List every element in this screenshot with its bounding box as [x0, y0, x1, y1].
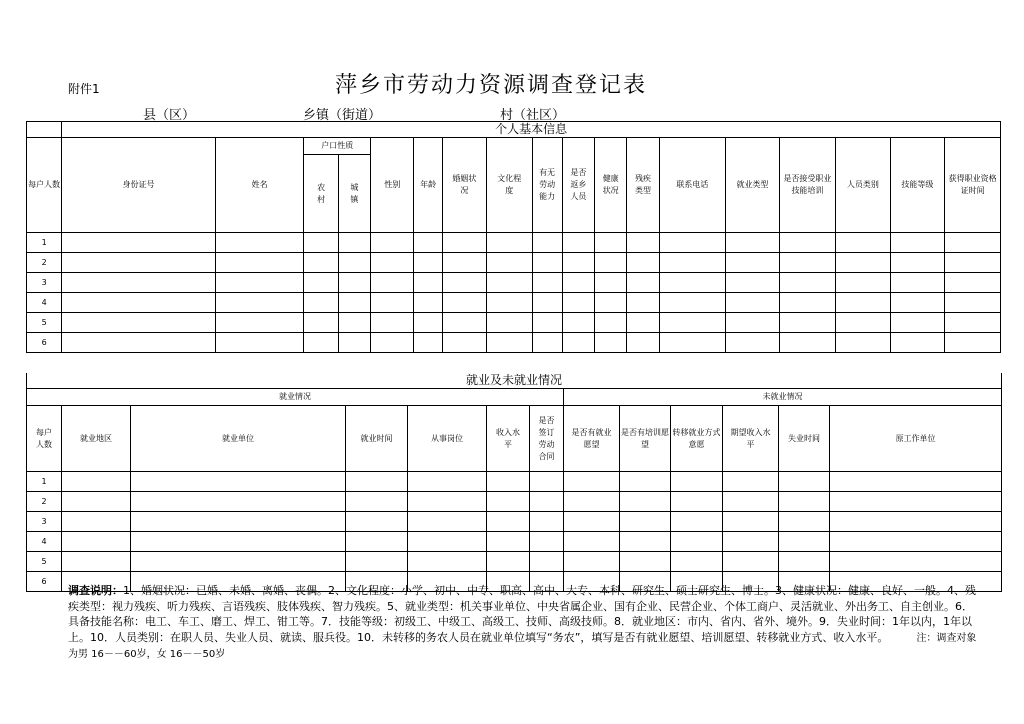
basic-cell[interactable] [442, 233, 486, 253]
employment-cell[interactable] [671, 552, 723, 572]
employment-cell[interactable] [723, 472, 779, 492]
employment-cell[interactable] [408, 472, 487, 492]
basic-cell[interactable] [659, 293, 726, 313]
col2-expected-income: 期望收入水平 [723, 406, 779, 472]
basic-cell[interactable] [836, 273, 890, 293]
basic-cell[interactable] [595, 273, 627, 293]
employment-cell[interactable] [620, 512, 671, 532]
basic-cell[interactable] [627, 293, 659, 313]
unemployed-group: 未就业情况 [564, 389, 1002, 406]
basic-cell[interactable] [371, 313, 414, 333]
col-marital: 婚姻状况 [442, 138, 486, 233]
employment-cell[interactable] [530, 532, 564, 552]
basic-cell[interactable] [945, 333, 1001, 353]
basic-cell[interactable] [414, 233, 442, 253]
col-health: 健康状况 [595, 138, 627, 233]
basic-cell[interactable] [487, 293, 532, 313]
notes-label: 调查说明： [68, 584, 123, 597]
basic-cell[interactable] [562, 253, 594, 273]
basic-info-table [26, 121, 1001, 353]
village-label: 村（社区） [500, 108, 566, 123]
basic-cell[interactable] [371, 333, 414, 353]
employment-cell[interactable] [723, 512, 779, 532]
basic-cell[interactable] [779, 293, 836, 313]
basic-cell[interactable] [487, 333, 532, 353]
attachment-label: 附件1 [68, 82, 100, 96]
employment-cell[interactable] [530, 492, 564, 512]
basic-cell[interactable] [62, 293, 215, 313]
basic-cell[interactable] [414, 313, 442, 333]
col2-training-wish: 是否有培训愿望 [620, 406, 671, 472]
employment-cell[interactable] [830, 512, 1002, 532]
basic-cell[interactable] [726, 253, 779, 273]
col-labor-ability: 有无劳动能力 [532, 138, 562, 233]
employment-cell[interactable] [487, 552, 530, 572]
basic-cell[interactable] [659, 333, 726, 353]
basic-cell[interactable] [659, 273, 726, 293]
employment-cell[interactable] [779, 492, 830, 512]
basic-cell[interactable] [779, 253, 836, 273]
basic-cell[interactable] [532, 313, 562, 333]
basic-cell[interactable] [338, 333, 370, 353]
employment-cell[interactable] [723, 552, 779, 572]
notes-text: 1、婚姻状况：已婚、未婚、离婚、丧偶。2、文化程度：小学、初中、中专、职高、高中、大专、本科、研究生、硕士研究生、博士。3、健康状况：健康、良好、一般。4、残疾类型：视力残疾、听力残疾、言语残疾、肢体残疾、智力残疾。5、就业类型：机关事业单位、中央省属企业、国有企业、民营企业、个体工商户、灵活就业、外出务工、自主创业。6．具备技能名称：电工、车工、磨工、焊工、钳工等。7．技能等级：初级工、中级工、高级工、技师、高级技师。8．就业地区：市内、省内、省外、境外。9．失业时间：1年以内，1年以上。10．人员类别：在职人员、失业人员、就读、服兵役。10．未转移的务农人员在就业单位填写“务农”，填写是否有就业愿望、培训愿望、转移就业方式、收入水平。 [68, 584, 976, 644]
employment-row-number: 1 [27, 472, 62, 492]
basic-cell[interactable] [595, 313, 627, 333]
basic-cell[interactable] [945, 313, 1001, 333]
basic-cell[interactable] [62, 333, 215, 353]
employment-cell[interactable] [346, 552, 408, 572]
form-title: 萍乡市劳动力资源调查登记表 [335, 73, 648, 98]
basic-cell[interactable] [945, 293, 1001, 313]
employment-cell[interactable] [564, 472, 620, 492]
basic-row-number: 1 [27, 233, 62, 253]
employment-cell[interactable] [131, 472, 346, 492]
basic-cell[interactable] [890, 313, 944, 333]
employment-cell[interactable] [779, 532, 830, 552]
employment-row-number: 5 [27, 552, 62, 572]
basic-cell[interactable] [532, 253, 562, 273]
county-label: 县（区） [143, 108, 196, 123]
col-employment-type: 就业类型 [726, 138, 779, 233]
basic-cell[interactable] [595, 233, 627, 253]
employment-cell[interactable] [564, 532, 620, 552]
basic-cell[interactable] [304, 253, 338, 273]
employment-cell[interactable] [131, 512, 346, 532]
basic-cell[interactable] [215, 273, 304, 293]
employment-cell[interactable] [779, 512, 830, 532]
basic-cell[interactable] [595, 293, 627, 313]
basic-cell[interactable] [890, 293, 944, 313]
basic-cell[interactable] [338, 313, 370, 333]
basic-cell[interactable] [627, 253, 659, 273]
col2-unemployed-time: 失业时间 [779, 406, 830, 472]
basic-cell[interactable] [779, 273, 836, 293]
employment-cell[interactable] [723, 532, 779, 552]
col2-post: 从事岗位 [408, 406, 487, 472]
basic-cell[interactable] [945, 233, 1001, 253]
col2-unit: 就业单位 [131, 406, 346, 472]
col-skill-level: 技能等级 [890, 138, 944, 233]
col-hukou: 户口性质 [304, 138, 371, 155]
basic-cell[interactable] [659, 253, 726, 273]
basic-row [27, 293, 1001, 313]
basic-cell[interactable] [532, 333, 562, 353]
basic-cell[interactable] [836, 233, 890, 253]
basic-cell[interactable] [215, 253, 304, 273]
basic-cell[interactable] [890, 273, 944, 293]
employment-cell[interactable] [62, 492, 131, 512]
basic-cell[interactable] [304, 273, 338, 293]
col-phone: 联系电话 [659, 138, 726, 233]
basic-cell[interactable] [562, 233, 594, 253]
employment-cell[interactable] [530, 552, 564, 572]
employment-cell[interactable] [346, 532, 408, 552]
basic-cell[interactable] [442, 253, 486, 273]
basic-row [27, 233, 1001, 253]
employment-cell[interactable] [408, 552, 487, 572]
employment-row-number: 2 [27, 492, 62, 512]
employment-cell[interactable] [620, 492, 671, 512]
basic-cell[interactable] [371, 293, 414, 313]
col-disability: 残疾类型 [627, 138, 659, 233]
col-person-category: 人员类别 [836, 138, 890, 233]
employment-cell[interactable] [830, 532, 1002, 552]
employment-row [27, 492, 1002, 512]
employment-cell[interactable] [131, 492, 346, 512]
basic-cell[interactable] [414, 333, 442, 353]
employment-cell[interactable] [408, 492, 487, 512]
employment-cell[interactable] [62, 552, 131, 572]
basic-cell[interactable] [627, 333, 659, 353]
basic-cell[interactable] [487, 253, 532, 273]
col2-area: 就业地区 [62, 406, 131, 472]
basic-cell[interactable] [304, 293, 338, 313]
notes-age-note: 注：调查对象为男 16－－60岁，女 16－－50岁 [68, 632, 977, 660]
col2-transfer-mode: 转移就业方式意愿 [671, 406, 723, 472]
employment-cell[interactable] [671, 492, 723, 512]
basic-cell[interactable] [442, 293, 486, 313]
basic-cell[interactable] [414, 273, 442, 293]
col-rural: 农村 [304, 155, 338, 233]
basic-cell[interactable] [487, 273, 532, 293]
basic-cell[interactable] [890, 253, 944, 273]
employment-row [27, 472, 1002, 492]
col-name: 姓名 [215, 138, 304, 233]
basic-cell[interactable] [659, 233, 726, 253]
basic-cell[interactable] [62, 253, 215, 273]
col2-former-unit: 原工作单位 [830, 406, 1002, 472]
employment-cell[interactable] [530, 472, 564, 492]
employment-cell[interactable] [487, 492, 530, 512]
basic-row [27, 313, 1001, 333]
col-urban: 城镇 [338, 155, 370, 233]
col2-willing: 是否有就业愿望 [564, 406, 620, 472]
basic-cell[interactable] [779, 233, 836, 253]
basic-cell[interactable] [442, 333, 486, 353]
employment-cell[interactable] [487, 512, 530, 532]
basic-cell[interactable] [62, 313, 215, 333]
basic-cell[interactable] [442, 313, 486, 333]
employment-cell[interactable] [671, 532, 723, 552]
basic-cell[interactable] [836, 313, 890, 333]
town-label: 乡镇（街道） [303, 108, 382, 123]
basic-cell[interactable] [627, 313, 659, 333]
col2-per-household: 每户人数 [27, 406, 62, 472]
basic-cell[interactable] [414, 293, 442, 313]
employment-cell[interactable] [564, 552, 620, 572]
basic-cell[interactable] [945, 253, 1001, 273]
employment-cell[interactable] [564, 512, 620, 532]
employment-cell[interactable] [62, 512, 131, 532]
basic-cell[interactable] [945, 273, 1001, 293]
col-per-household: 每户人数 [27, 138, 62, 233]
basic-cell[interactable] [304, 233, 338, 253]
basic-cell[interactable] [532, 273, 562, 293]
employment-cell[interactable] [131, 532, 346, 552]
basic-cell[interactable] [414, 253, 442, 273]
col-age: 年龄 [414, 138, 442, 233]
employment-cell[interactable] [723, 492, 779, 512]
basic-cell[interactable] [215, 233, 304, 253]
col2-income: 收入水平 [487, 406, 530, 472]
col2-time: 就业时间 [346, 406, 408, 472]
col-id-number: 身份证号 [62, 138, 215, 233]
section-title-employment: 就业及未就业情况 [27, 373, 1002, 389]
basic-cell[interactable] [371, 253, 414, 273]
col-training: 是否接受职业技能培训 [779, 138, 836, 233]
col-gender: 性别 [371, 138, 414, 233]
section-title-basic: 个人基本信息 [62, 122, 1001, 138]
col-returnee: 是否返乡人员 [562, 138, 594, 233]
basic-cell[interactable] [532, 293, 562, 313]
basic-cell[interactable] [779, 313, 836, 333]
basic-cell[interactable] [371, 273, 414, 293]
basic-cell[interactable] [338, 233, 370, 253]
employment-cell[interactable] [620, 472, 671, 492]
basic-cell[interactable] [338, 253, 370, 273]
basic-row-number: 5 [27, 313, 62, 333]
employment-cell[interactable] [62, 472, 131, 492]
basic-cell[interactable] [304, 313, 338, 333]
employment-cell[interactable] [671, 472, 723, 492]
basic-cell[interactable] [779, 333, 836, 353]
employment-cell[interactable] [830, 472, 1002, 492]
basic-cell[interactable] [487, 313, 532, 333]
employment-cell[interactable] [62, 532, 131, 552]
basic-cell[interactable] [304, 333, 338, 353]
basic-cell[interactable] [62, 233, 215, 253]
employment-cell[interactable] [830, 552, 1002, 572]
col-education: 文化程度 [487, 138, 532, 233]
basic-cell[interactable] [726, 333, 779, 353]
basic-cell[interactable] [836, 293, 890, 313]
survey-notes [68, 583, 983, 663]
employment-cell[interactable] [830, 492, 1002, 512]
basic-cell[interactable] [562, 313, 594, 333]
employment-cell[interactable] [131, 552, 346, 572]
employment-row-number: 4 [27, 532, 62, 552]
basic-cell[interactable] [371, 233, 414, 253]
basic-cell[interactable] [726, 233, 779, 253]
basic-cell[interactable] [890, 233, 944, 253]
basic-cell[interactable] [338, 293, 370, 313]
employment-row [27, 552, 1002, 572]
employment-cell[interactable] [408, 532, 487, 552]
basic-cell[interactable] [836, 253, 890, 273]
basic-cell[interactable] [627, 273, 659, 293]
basic-cell[interactable] [215, 313, 304, 333]
basic-cell[interactable] [890, 333, 944, 353]
basic-cell[interactable] [627, 233, 659, 253]
employed-group: 就业情况 [27, 389, 564, 406]
employment-table [26, 373, 1002, 592]
basic-cell[interactable] [62, 273, 215, 293]
basic-cell[interactable] [595, 333, 627, 353]
basic-cell[interactable] [595, 253, 627, 273]
basic-row [27, 333, 1001, 353]
basic-cell[interactable] [836, 333, 890, 353]
col2-contract: 是否签订劳动合同 [530, 406, 564, 472]
basic-cell[interactable] [338, 273, 370, 293]
basic-cell[interactable] [562, 333, 594, 353]
employment-cell[interactable] [564, 492, 620, 512]
basic-cell[interactable] [562, 293, 594, 313]
employment-cell[interactable] [530, 512, 564, 532]
basic-row-number: 6 [27, 333, 62, 353]
basic-cell[interactable] [562, 273, 594, 293]
basic-cell[interactable] [726, 313, 779, 333]
employment-cell[interactable] [487, 472, 530, 492]
basic-row-number: 2 [27, 253, 62, 273]
basic-cell[interactable] [726, 293, 779, 313]
employment-cell[interactable] [620, 552, 671, 572]
employment-row-number: 6 [27, 572, 62, 592]
employment-row [27, 532, 1002, 552]
employment-cell[interactable] [346, 472, 408, 492]
basic-row [27, 273, 1001, 293]
employment-cell[interactable] [620, 532, 671, 552]
employment-cell[interactable] [779, 552, 830, 572]
basic-row-number: 3 [27, 273, 62, 293]
col-qualification-time: 获得职业资格证时间 [945, 138, 1001, 233]
basic-cell[interactable] [659, 313, 726, 333]
basic-cell[interactable] [726, 273, 779, 293]
employment-cell[interactable] [779, 472, 830, 492]
basic-row [27, 253, 1001, 273]
employment-row-number: 3 [27, 512, 62, 532]
employment-cell[interactable] [346, 512, 408, 532]
basic-cell[interactable] [532, 233, 562, 253]
basic-cell[interactable] [487, 233, 532, 253]
employment-cell[interactable] [487, 532, 530, 552]
basic-cell[interactable] [215, 293, 304, 313]
basic-cell[interactable] [215, 333, 304, 353]
employment-row [27, 512, 1002, 532]
basic-row-number: 4 [27, 293, 62, 313]
employment-cell[interactable] [346, 492, 408, 512]
employment-cell[interactable] [408, 512, 487, 532]
basic-cell[interactable] [442, 273, 486, 293]
employment-cell[interactable] [671, 512, 723, 532]
